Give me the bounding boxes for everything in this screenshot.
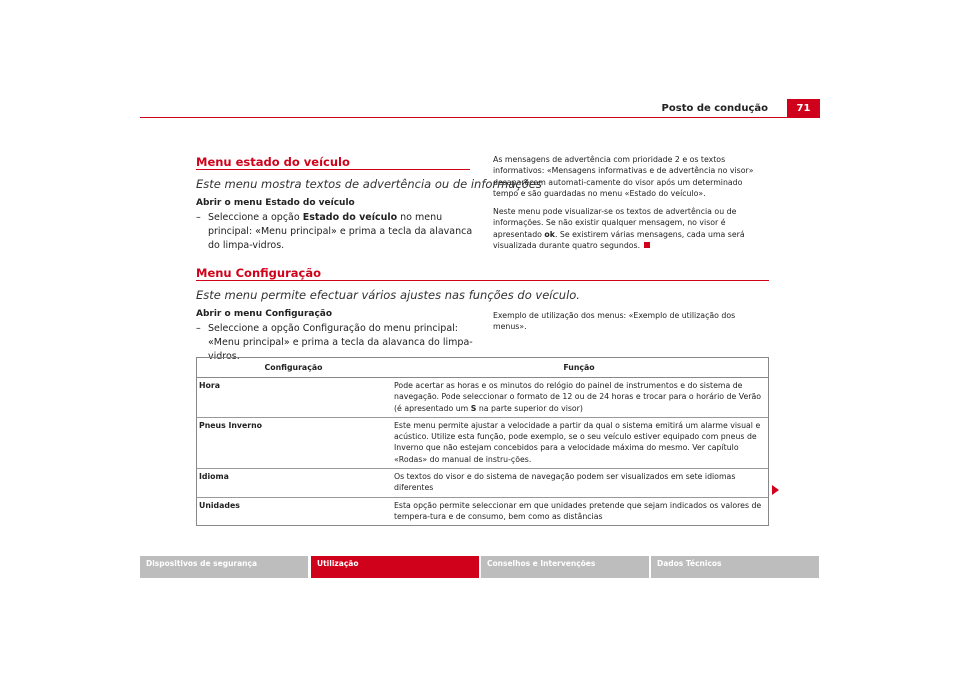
bullet-configuracao: – Seleccione a opção Configuração do menu principal: «Menu principal» e prima a tecla da alavanca do limpa-vidros. <box>196 323 473 362</box>
bullet-estado: – Seleccione a opção Estado do veículo no menu principal: «Menu principal» e prima a tecla da alavanca do limpa-vidros. <box>196 212 473 251</box>
section-title-estado: Menu estado do veículo <box>196 155 350 169</box>
table-cell-name: Pneus Inverno <box>199 420 263 430</box>
bullet-dash: – <box>196 323 201 334</box>
table-cell-name: Idioma <box>199 472 229 482</box>
table-row <box>197 378 768 418</box>
table-cell-name: Hora <box>199 381 220 390</box>
table-header <box>197 358 768 378</box>
continue-arrow-icon <box>772 485 779 495</box>
section-divider-estado <box>196 169 470 170</box>
heading-abrir-estado: Abrir o menu Estado do veículo <box>196 198 355 208</box>
footer-tab-conselhos[interactable]: Conselhos e Intervenções <box>481 556 649 578</box>
table-row <box>197 498 768 526</box>
section-title-configuracao: Menu Configuração <box>196 266 322 280</box>
table-row <box>197 469 768 498</box>
table-cell-desc: Esta opção permite seleccionar em que unidades pretende que sejam indicados os valores de tempera-tura e de consumo, bem como as distâncias <box>394 500 762 521</box>
paragraph-estado-1: As mensagens de advertência com prioridade 2 e os textos informativos: «Mensagens informativas e de advertência no visor» desaparecem automati-camente do visor após um determinado tempo e são guardadas no menu «Estado do veículo». <box>493 155 754 198</box>
section-divider-configuracao <box>196 280 769 281</box>
section-subtitle-configuracao: Este menu permite efectuar vários ajustes nas funções do veículo. <box>196 288 580 302</box>
paragraph-configuracao: Exemplo de utilização dos menus: «Exemplo de utilização dos menus». <box>493 311 736 332</box>
table-header-configuracao: Configuração <box>264 363 323 372</box>
footer-tab-dados[interactable]: Dados Técnicos <box>651 556 819 578</box>
page-number: 71 <box>787 99 820 118</box>
table-row <box>197 418 768 469</box>
section-subtitle-estado: Este menu mostra textos de advertência ou de informações <box>196 177 542 191</box>
configuration-table <box>196 357 769 526</box>
table-cell-desc: Este menu permite ajustar a velocidade a partir da qual o sistema emitirá um alarme visual e acústico. Utilize esta função, pode exemplo, se o seu veículo estiver equipado com pneus de Inverno que não estejam concebidos para a velocidade máxima do mesmo. Ver capítulo «Rodas» do manual de instru-ções. <box>394 420 761 464</box>
heading-abrir-configuracao: Abrir o menu Configuração <box>196 309 333 319</box>
table-cell-name: Unidades <box>199 500 240 510</box>
table-header-funcao: Função <box>563 363 595 372</box>
end-of-section-icon <box>644 242 650 248</box>
table-cell-desc: Os textos do visor e do sistema de navegação podem ser visualizados em sete idiomas diferentes <box>394 472 736 493</box>
header-divider <box>140 117 820 118</box>
footer-tab-utilizacao[interactable]: Utilização <box>311 556 479 578</box>
bullet-dash: – <box>196 212 201 223</box>
page-title: Posto de condução <box>661 103 768 114</box>
footer-tab-dispositivos[interactable]: Dispositivos de segurança <box>140 556 308 578</box>
paragraph-estado-2: Neste menu pode visualizar-se os textos de advertência ou de informações. Se não existir qualquer mensagem, no visor é apresentado ok. Se existirem várias mensagens, cada uma será visualizada durante quatro segundos. <box>493 207 745 250</box>
table-cell-desc: Pode acertar as horas e os minutos do relógio do painel de instrumentos e do sistema de navegação. Pode seleccionar o formato de 12 ou de 24 horas e trocar para o horário de Verão (é apresentado um S na parte superior do visor) <box>394 381 761 413</box>
